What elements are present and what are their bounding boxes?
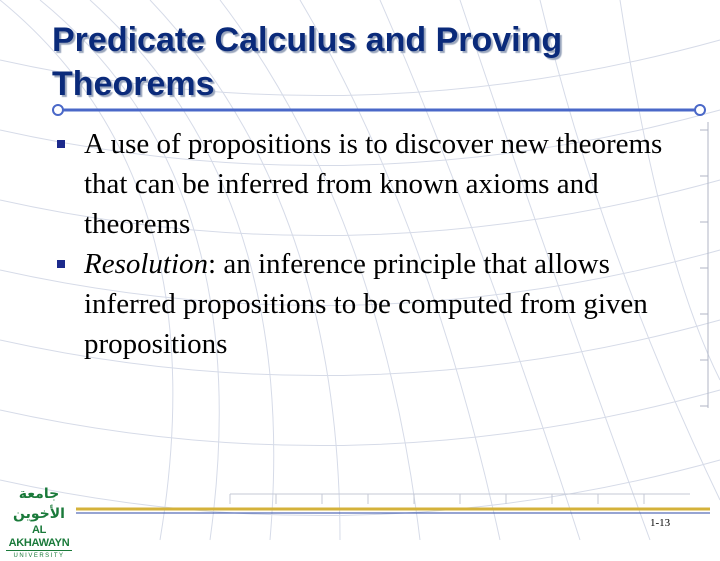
bullet-text — [84, 244, 672, 364]
bullet-body: : an inference principle that allows inferred propositions to be computed from given propositions — [84, 248, 648, 360]
logo-name: AL AKHAWAYN — [8, 524, 70, 549]
square-bullet-icon — [57, 140, 65, 148]
bullet-list — [52, 124, 672, 364]
logo-arabic-name: جامعة الأخوين — [13, 486, 65, 522]
square-bullet-icon — [57, 260, 65, 268]
page-number: 1-13 — [650, 517, 671, 529]
title-rule — [53, 105, 705, 115]
logo-subtitle: UNIVERSITY — [13, 553, 65, 559]
bullet-text — [84, 124, 672, 244]
slide-title: Predicate Calculus and Proving Theorems — [52, 21, 563, 103]
bullet-item — [52, 124, 672, 244]
bottom-ruler — [76, 494, 710, 513]
bullet-term: Resolution — [84, 248, 209, 280]
bullet-item — [52, 244, 672, 364]
bullet-body: A use of propositions is to discover new theorems that can be inferred from known axioms and theorems — [84, 128, 663, 240]
university-logo — [4, 484, 74, 559]
right-ruler — [700, 122, 708, 408]
